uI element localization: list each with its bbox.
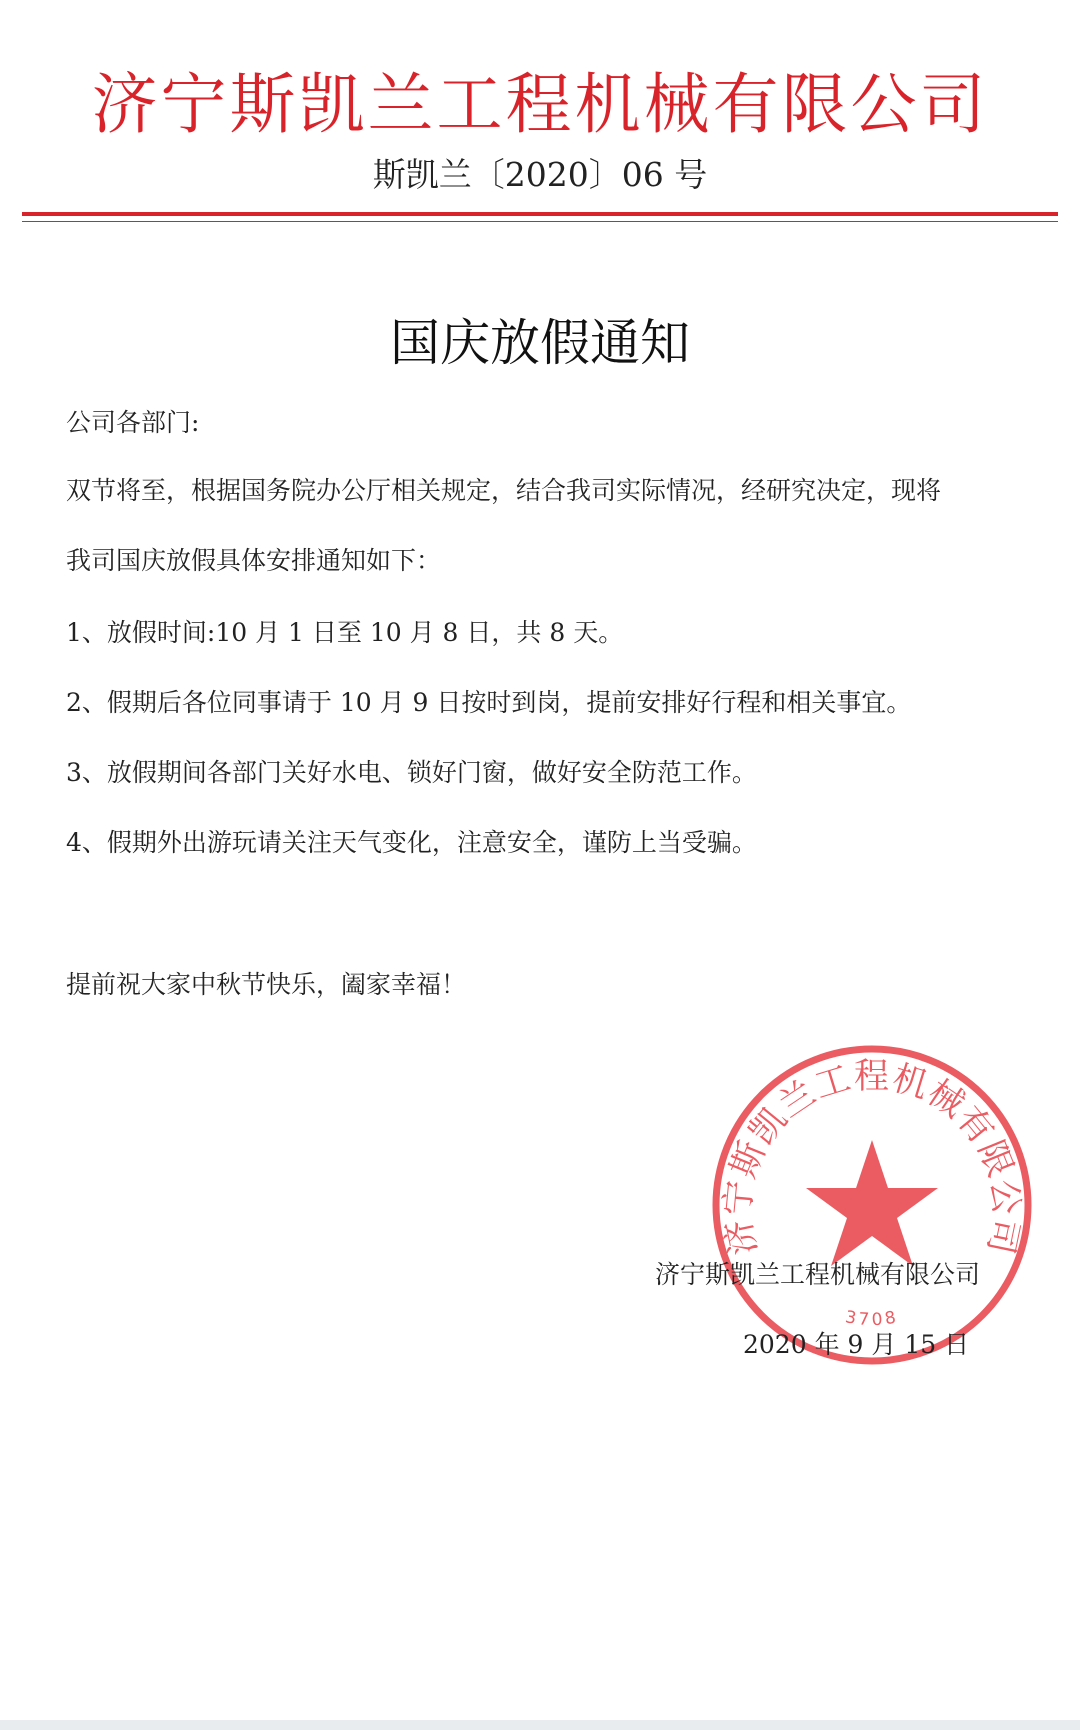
intro-line-2: 我司国庆放假具体安排通知如下： bbox=[66, 546, 442, 575]
notice-item-2: 2、假期后各位同事请于 10 月 9 日按时到岗，提前安排好行程和相关事宜。 bbox=[66, 688, 912, 717]
notice-item-1: 1、放假时间:10 月 1 日至 10 月 8 日，共 8 天。 bbox=[66, 618, 624, 647]
company-letterhead: 济宁斯凯兰工程机械有限公司 bbox=[91, 66, 989, 143]
notice-item-4: 4、假期外出游玩请关注天气变化，注意安全，谨防上当受骗。 bbox=[66, 828, 757, 857]
intro-line-1: 双节将至，根据国务院办公厅相关规定，结合我司实际情况，经研究决定，现将 bbox=[66, 476, 942, 505]
red-divider-thick bbox=[22, 212, 1058, 216]
signature-company: 济宁斯凯兰工程机械有限公司 bbox=[655, 1260, 981, 1289]
red-divider-thin bbox=[22, 221, 1058, 222]
notice-item-3: 3、放假期间各部门关好水电、锁好门窗，做好安全防范工作。 bbox=[66, 758, 757, 787]
company-seal bbox=[707, 1040, 1037, 1370]
star-icon bbox=[806, 1140, 938, 1266]
seal-code-text-path: 3708 bbox=[843, 1307, 901, 1331]
document-number: 斯凯兰〔2020〕06 号 bbox=[372, 155, 708, 194]
seal-arc-text-path: 济宁斯凯兰工程机械有限公司 bbox=[717, 1056, 1027, 1259]
page-bottom-edge bbox=[0, 1720, 1080, 1730]
closing-greeting: 提前祝大家中秋节快乐，阖家幸福！ bbox=[66, 970, 467, 999]
salutation: 公司各部门: bbox=[66, 408, 200, 437]
signature-date: 2020 年 9 月 15 日 bbox=[743, 1330, 970, 1359]
notice-title: 国庆放假通知 bbox=[390, 314, 690, 372]
